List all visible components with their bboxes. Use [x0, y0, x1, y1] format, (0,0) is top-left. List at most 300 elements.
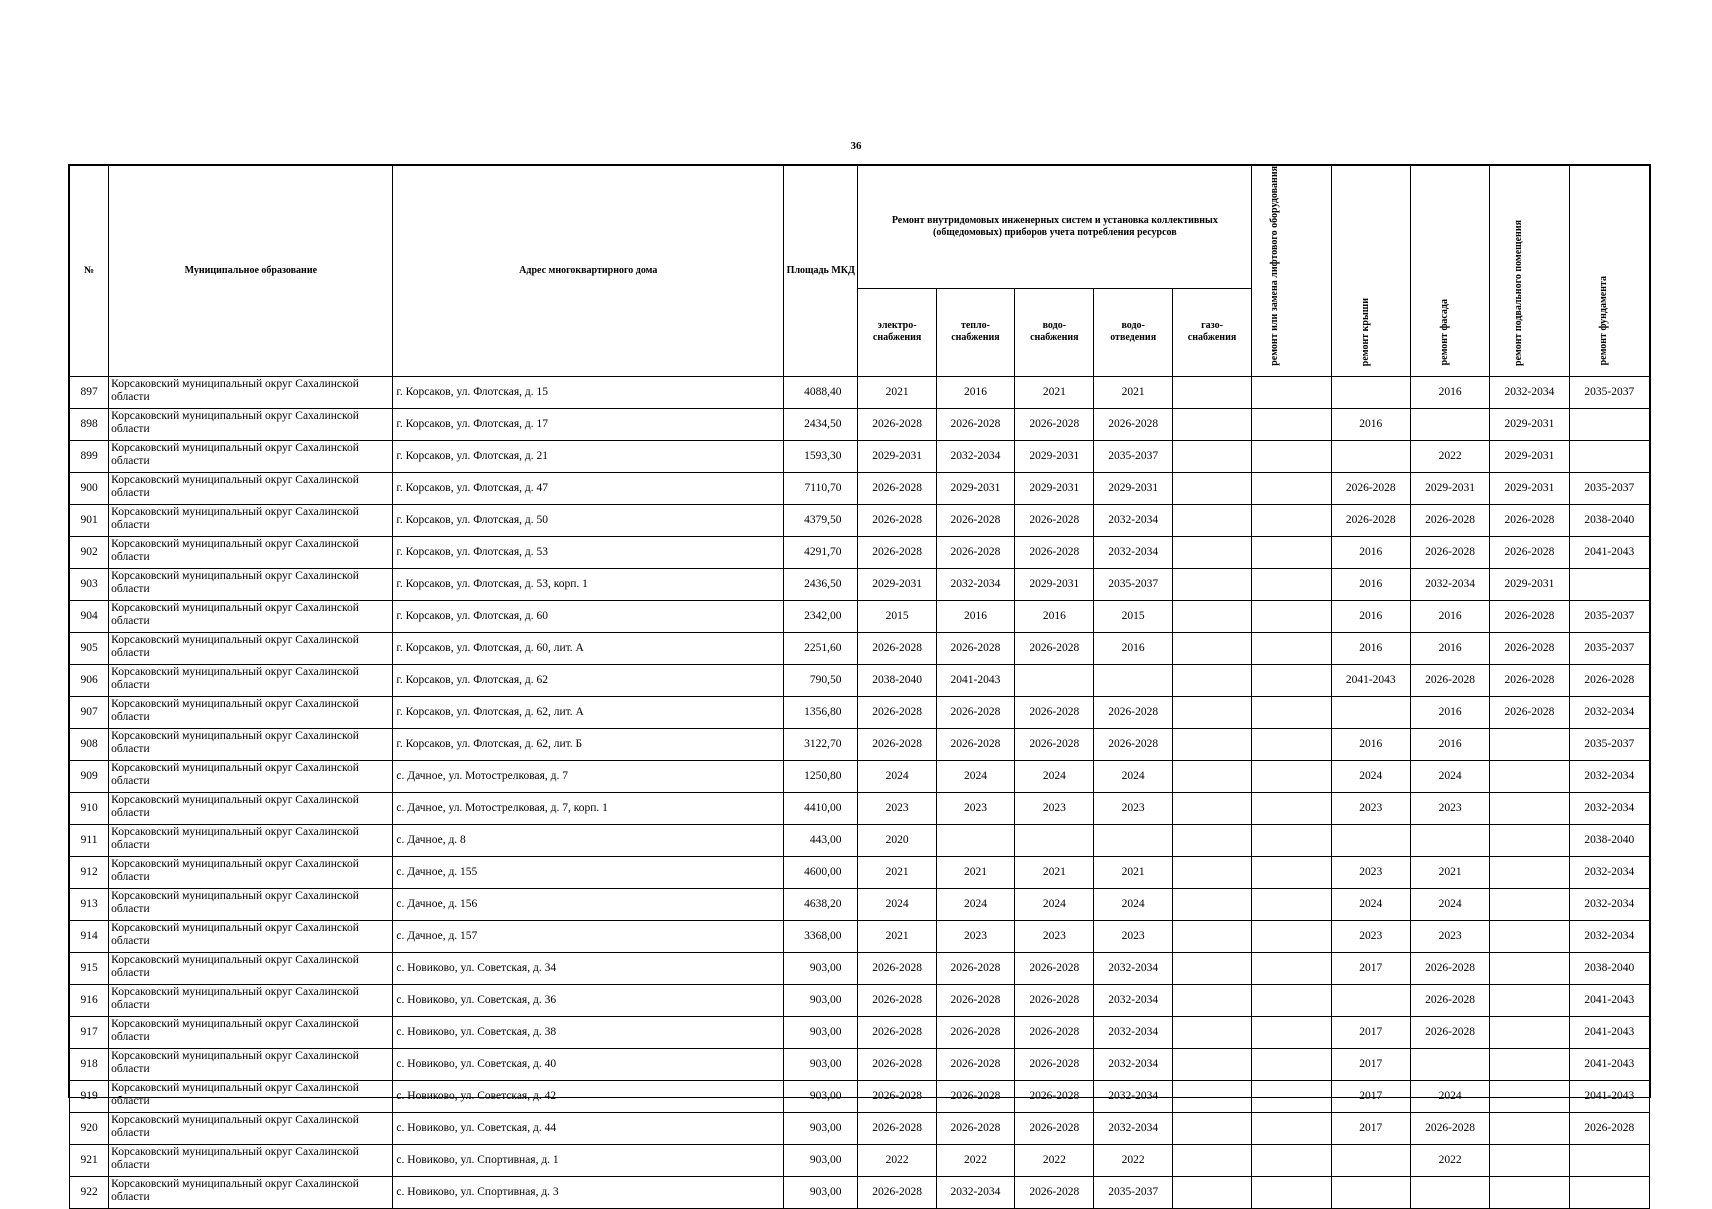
cell-electricity: 2023 [858, 792, 936, 824]
cell-municipality: Корсаковский муниципальный округ Сахалинской области [109, 600, 393, 632]
cell-heat: 2026-2028 [936, 632, 1014, 664]
cell-water: 2026-2028 [1015, 952, 1094, 984]
cell-municipality: Корсаковский муниципальный округ Сахалинской области [109, 408, 393, 440]
cell-roof [1331, 376, 1410, 408]
cell-roof: 2041-2043 [1331, 664, 1410, 696]
cell-area: 903,00 [784, 1144, 858, 1176]
cell-water: 2026-2028 [1015, 1112, 1094, 1144]
table-row [70, 1048, 1650, 1080]
cell-heat: 2026-2028 [936, 952, 1014, 984]
header-water: водо-снабжения [1015, 288, 1094, 376]
cell-water: 2021 [1015, 856, 1094, 888]
cell-water: 2029-2031 [1015, 472, 1094, 504]
cell-sewer: 2024 [1094, 888, 1172, 920]
cell-gas [1172, 1144, 1251, 1176]
cell-sewer: 2024 [1094, 760, 1172, 792]
cell-area: 4088,40 [784, 376, 858, 408]
cell-gas [1172, 472, 1251, 504]
cell-heat [936, 824, 1014, 856]
cell-roof: 2026-2028 [1331, 472, 1410, 504]
cell-basement: 2026-2028 [1490, 664, 1569, 696]
cell-basement: 2026-2028 [1490, 536, 1569, 568]
header-municipality: Муниципальное образование [109, 166, 393, 377]
cell-heat: 2026-2028 [936, 984, 1014, 1016]
cell-gas [1172, 504, 1251, 536]
cell-electricity: 2022 [858, 1144, 936, 1176]
cell-address: г. Корсаков, ул. Флотская, д. 47 [393, 472, 784, 504]
cell-heat: 2023 [936, 920, 1014, 952]
table-row [70, 600, 1650, 632]
cell-municipality: Корсаковский муниципальный округ Сахалинской области [109, 440, 393, 472]
cell-elevator [1252, 792, 1331, 824]
cell-sewer: 2035-2037 [1094, 1176, 1172, 1208]
table-row [70, 856, 1650, 888]
header-elevator [1252, 166, 1331, 377]
cell-electricity: 2026-2028 [858, 472, 936, 504]
cell-address: г. Корсаков, ул. Флотская, д. 62, лит. Б [393, 728, 784, 760]
cell-elevator [1252, 632, 1331, 664]
cell-foundation: 2035-2037 [1569, 632, 1649, 664]
cell-facade: 2023 [1410, 792, 1489, 824]
cell-area: 443,00 [784, 824, 858, 856]
cell-foundation [1569, 440, 1649, 472]
cell-municipality: Корсаковский муниципальный округ Сахалинской области [109, 664, 393, 696]
cell-electricity: 2029-2031 [858, 568, 936, 600]
cell-facade: 2026-2028 [1410, 664, 1489, 696]
cell-basement [1490, 792, 1569, 824]
cell-no: 912 [70, 856, 109, 888]
cell-sewer: 2032-2034 [1094, 504, 1172, 536]
cell-no: 909 [70, 760, 109, 792]
cell-no: 910 [70, 792, 109, 824]
cell-foundation: 2032-2034 [1569, 792, 1649, 824]
cell-basement: 2029-2031 [1490, 408, 1569, 440]
cell-roof: 2026-2028 [1331, 504, 1410, 536]
table-row [70, 1144, 1650, 1176]
table-row [70, 792, 1650, 824]
cell-foundation: 2032-2034 [1569, 920, 1649, 952]
cell-address: с. Дачное, д. 156 [393, 888, 784, 920]
cell-elevator [1252, 1144, 1331, 1176]
cell-gas [1172, 376, 1251, 408]
cell-basement [1490, 1048, 1569, 1080]
table-body [70, 376, 1650, 1208]
cell-water: 2026-2028 [1015, 1080, 1094, 1112]
cell-heat: 2026-2028 [936, 1112, 1014, 1144]
cell-elevator [1252, 1048, 1331, 1080]
cell-electricity: 2026-2028 [858, 504, 936, 536]
cell-water: 2026-2028 [1015, 1016, 1094, 1048]
cell-area: 4291,70 [784, 536, 858, 568]
cell-roof: 2023 [1331, 856, 1410, 888]
cell-area: 7110,70 [784, 472, 858, 504]
cell-roof: 2017 [1331, 1048, 1410, 1080]
header-sewer: водо-отведения [1094, 288, 1172, 376]
cell-municipality: Корсаковский муниципальный округ Сахалинской области [109, 696, 393, 728]
cell-sewer: 2023 [1094, 920, 1172, 952]
cell-foundation: 2035-2037 [1569, 376, 1649, 408]
cell-basement: 2029-2031 [1490, 568, 1569, 600]
cell-gas [1172, 536, 1251, 568]
cell-electricity: 2026-2028 [858, 984, 936, 1016]
cell-facade: 2026-2028 [1410, 504, 1489, 536]
table-row [70, 664, 1650, 696]
cell-address: г. Корсаков, ул. Флотская, д. 60, лит. А [393, 632, 784, 664]
cell-elevator [1252, 1016, 1331, 1048]
cell-address: г. Корсаков, ул. Флотская, д. 62, лит. А [393, 696, 784, 728]
header-foundation-label: ремонт фундамента [1598, 276, 1610, 366]
cell-heat: 2026-2028 [936, 536, 1014, 568]
cell-area: 2434,50 [784, 408, 858, 440]
cell-address: г. Корсаков, ул. Флотская, д. 53 [393, 536, 784, 568]
cell-electricity: 2038-2040 [858, 664, 936, 696]
cell-facade: 2016 [1410, 696, 1489, 728]
cell-facade: 2023 [1410, 920, 1489, 952]
cell-gas [1172, 632, 1251, 664]
cell-foundation: 2041-2043 [1569, 1080, 1649, 1112]
cell-area: 903,00 [784, 1176, 858, 1208]
cell-no: 915 [70, 952, 109, 984]
cell-sewer: 2032-2034 [1094, 952, 1172, 984]
cell-roof: 2017 [1331, 952, 1410, 984]
cell-area: 3122,70 [784, 728, 858, 760]
cell-foundation: 2032-2034 [1569, 696, 1649, 728]
cell-basement: 2026-2028 [1490, 504, 1569, 536]
header-roof-label: ремонт крыши [1359, 297, 1371, 366]
cell-elevator [1252, 568, 1331, 600]
cell-municipality: Корсаковский муниципальный округ Сахалинской области [109, 632, 393, 664]
cell-facade [1410, 1176, 1489, 1208]
cell-gas [1172, 696, 1251, 728]
cell-address: г. Корсаков, ул. Флотская, д. 60 [393, 600, 784, 632]
cell-gas [1172, 824, 1251, 856]
cell-address: с. Новиково, ул. Советская, д. 36 [393, 984, 784, 1016]
cell-heat: 2016 [936, 600, 1014, 632]
cell-elevator [1252, 856, 1331, 888]
cell-area: 903,00 [784, 1016, 858, 1048]
cell-foundation: 2026-2028 [1569, 1112, 1649, 1144]
cell-address: с. Новиково, ул. Спортивная, д. 3 [393, 1176, 784, 1208]
cell-area: 1593,30 [784, 440, 858, 472]
cell-basement [1490, 728, 1569, 760]
cell-heat: 2026-2028 [936, 728, 1014, 760]
table-row [70, 696, 1650, 728]
cell-basement [1490, 760, 1569, 792]
capital-repair-table [69, 165, 1650, 1209]
cell-water: 2029-2031 [1015, 568, 1094, 600]
cell-basement [1490, 984, 1569, 1016]
table-row [70, 1016, 1650, 1048]
cell-foundation [1569, 568, 1649, 600]
cell-sewer: 2022 [1094, 1144, 1172, 1176]
table-header [70, 166, 1650, 377]
cell-municipality: Корсаковский муниципальный округ Сахалинской области [109, 1112, 393, 1144]
cell-municipality: Корсаковский муниципальный округ Сахалинской области [109, 1016, 393, 1048]
cell-basement [1490, 888, 1569, 920]
cell-facade: 2016 [1410, 376, 1489, 408]
cell-area: 903,00 [784, 1080, 858, 1112]
cell-address: с. Новиково, ул. Советская, д. 40 [393, 1048, 784, 1080]
table-row [70, 952, 1650, 984]
header-facade [1410, 166, 1489, 377]
header-address: Адрес многоквартирного дома [393, 166, 784, 377]
cell-electricity: 2015 [858, 600, 936, 632]
cell-gas [1172, 1080, 1251, 1112]
cell-address: г. Корсаков, ул. Флотская, д. 15 [393, 376, 784, 408]
cell-municipality: Корсаковский муниципальный округ Сахалинской области [109, 856, 393, 888]
cell-facade: 2026-2028 [1410, 1016, 1489, 1048]
cell-municipality: Корсаковский муниципальный округ Сахалинской области [109, 1048, 393, 1080]
cell-address: с. Новиково, ул. Советская, д. 38 [393, 1016, 784, 1048]
cell-foundation: 2041-2043 [1569, 1048, 1649, 1080]
cell-basement: 2026-2028 [1490, 632, 1569, 664]
cell-no: 917 [70, 1016, 109, 1048]
cell-electricity: 2026-2028 [858, 1176, 936, 1208]
cell-basement: 2026-2028 [1490, 696, 1569, 728]
cell-sewer: 2035-2037 [1094, 440, 1172, 472]
cell-elevator [1252, 440, 1331, 472]
cell-foundation: 2035-2037 [1569, 728, 1649, 760]
cell-area: 4638,20 [784, 888, 858, 920]
cell-facade: 2022 [1410, 440, 1489, 472]
cell-roof: 2016 [1331, 728, 1410, 760]
cell-electricity: 2026-2028 [858, 1112, 936, 1144]
cell-area: 1250,80 [784, 760, 858, 792]
cell-basement [1490, 1144, 1569, 1176]
cell-municipality: Корсаковский муниципальный округ Сахалинской области [109, 536, 393, 568]
cell-roof: 2017 [1331, 1016, 1410, 1048]
cell-sewer: 2032-2034 [1094, 1112, 1172, 1144]
table-row [70, 440, 1650, 472]
cell-no: 905 [70, 632, 109, 664]
table-row [70, 632, 1650, 664]
cell-water: 2023 [1015, 920, 1094, 952]
cell-no: 907 [70, 696, 109, 728]
cell-no: 913 [70, 888, 109, 920]
cell-electricity: 2021 [858, 376, 936, 408]
cell-basement [1490, 856, 1569, 888]
table-row [70, 472, 1650, 504]
cell-gas [1172, 568, 1251, 600]
cell-sewer: 2026-2028 [1094, 696, 1172, 728]
cell-water: 2023 [1015, 792, 1094, 824]
cell-basement [1490, 824, 1569, 856]
cell-water: 2026-2028 [1015, 696, 1094, 728]
cell-gas [1172, 1176, 1251, 1208]
cell-roof: 2016 [1331, 632, 1410, 664]
cell-sewer: 2029-2031 [1094, 472, 1172, 504]
cell-water: 2026-2028 [1015, 408, 1094, 440]
cell-address: с. Дачное, ул. Мотострелковая, д. 7, корп. 1 [393, 792, 784, 824]
cell-electricity: 2026-2028 [858, 632, 936, 664]
table-row [70, 1112, 1650, 1144]
cell-no: 918 [70, 1048, 109, 1080]
cell-foundation: 2041-2043 [1569, 1016, 1649, 1048]
cell-municipality: Корсаковский муниципальный округ Сахалинской области [109, 888, 393, 920]
cell-facade [1410, 1048, 1489, 1080]
cell-sewer: 2032-2034 [1094, 1048, 1172, 1080]
cell-facade: 2026-2028 [1410, 952, 1489, 984]
cell-heat: 2026-2028 [936, 1080, 1014, 1112]
cell-foundation: 2032-2034 [1569, 856, 1649, 888]
header-no: № [70, 166, 109, 377]
cell-gas [1172, 1016, 1251, 1048]
cell-roof [1331, 440, 1410, 472]
header-basement-label: ремонт подвального помещения [1512, 219, 1524, 366]
cell-roof [1331, 984, 1410, 1016]
cell-gas [1172, 600, 1251, 632]
cell-roof: 2017 [1331, 1112, 1410, 1144]
cell-electricity: 2026-2028 [858, 1016, 936, 1048]
cell-heat: 2032-2034 [936, 1176, 1014, 1208]
cell-no: 900 [70, 472, 109, 504]
cell-water: 2029-2031 [1015, 440, 1094, 472]
header-electricity: электро-снабжения [858, 288, 936, 376]
cell-electricity: 2024 [858, 888, 936, 920]
cell-no: 901 [70, 504, 109, 536]
cell-heat: 2026-2028 [936, 1016, 1014, 1048]
cell-roof [1331, 1144, 1410, 1176]
cell-area: 2251,60 [784, 632, 858, 664]
cell-facade: 2022 [1410, 1144, 1489, 1176]
cell-address: г. Корсаков, ул. Флотская, д. 62 [393, 664, 784, 696]
cell-electricity: 2026-2028 [858, 1048, 936, 1080]
cell-roof: 2023 [1331, 792, 1410, 824]
cell-gas [1172, 856, 1251, 888]
cell-roof: 2016 [1331, 568, 1410, 600]
cell-address: с. Дачное, д. 155 [393, 856, 784, 888]
cell-gas [1172, 728, 1251, 760]
table-row [70, 888, 1650, 920]
cell-electricity: 2026-2028 [858, 696, 936, 728]
cell-gas [1172, 952, 1251, 984]
cell-facade: 2029-2031 [1410, 472, 1489, 504]
table-row [70, 728, 1650, 760]
cell-gas [1172, 440, 1251, 472]
cell-area: 3368,00 [784, 920, 858, 952]
cell-roof: 2024 [1331, 760, 1410, 792]
cell-no: 906 [70, 664, 109, 696]
cell-foundation: 2032-2034 [1569, 760, 1649, 792]
cell-area: 4600,00 [784, 856, 858, 888]
cell-facade [1410, 824, 1489, 856]
cell-gas [1172, 888, 1251, 920]
cell-roof: 2024 [1331, 888, 1410, 920]
cell-electricity: 2021 [858, 856, 936, 888]
cell-gas [1172, 760, 1251, 792]
table-row [70, 1176, 1650, 1208]
cell-sewer: 2026-2028 [1094, 408, 1172, 440]
table-row [70, 1080, 1650, 1112]
cell-elevator [1252, 824, 1331, 856]
cell-municipality: Корсаковский муниципальный округ Сахалинской области [109, 376, 393, 408]
cell-foundation [1569, 1144, 1649, 1176]
cell-elevator [1252, 920, 1331, 952]
cell-roof: 2023 [1331, 920, 1410, 952]
cell-facade: 2026-2028 [1410, 536, 1489, 568]
cell-area: 903,00 [784, 984, 858, 1016]
cell-water: 2026-2028 [1015, 1176, 1094, 1208]
header-roof [1331, 166, 1410, 377]
header-elevator-label: ремонт или замена лифтового оборудования [1269, 166, 1281, 366]
cell-water: 2026-2028 [1015, 984, 1094, 1016]
cell-foundation: 2026-2028 [1569, 664, 1649, 696]
cell-basement: 2026-2028 [1490, 600, 1569, 632]
cell-elevator [1252, 408, 1331, 440]
cell-no: 898 [70, 408, 109, 440]
cell-foundation: 2041-2043 [1569, 536, 1649, 568]
cell-facade [1410, 408, 1489, 440]
table-row [70, 536, 1650, 568]
cell-municipality: Корсаковский муниципальный округ Сахалинской области [109, 760, 393, 792]
cell-elevator [1252, 504, 1331, 536]
cell-municipality: Корсаковский муниципальный округ Сахалинской области [109, 728, 393, 760]
header-heat: тепло-снабжения [936, 288, 1014, 376]
cell-basement [1490, 1112, 1569, 1144]
cell-no: 908 [70, 728, 109, 760]
cell-foundation: 2032-2034 [1569, 888, 1649, 920]
table-row [70, 760, 1650, 792]
cell-area: 903,00 [784, 952, 858, 984]
cell-electricity: 2026-2028 [858, 536, 936, 568]
cell-facade: 2024 [1410, 888, 1489, 920]
cell-elevator [1252, 600, 1331, 632]
cell-roof [1331, 824, 1410, 856]
cell-gas [1172, 920, 1251, 952]
cell-heat: 2021 [936, 856, 1014, 888]
cell-sewer: 2016 [1094, 632, 1172, 664]
header-engineering-systems: Ремонт внутридомовых инженерных систем и установка коллективных (общедомовых) приборов учета потребления ресурсов [858, 166, 1252, 289]
cell-address: с. Новиково, ул. Советская, д. 44 [393, 1112, 784, 1144]
cell-elevator [1252, 888, 1331, 920]
cell-gas [1172, 1048, 1251, 1080]
cell-elevator [1252, 952, 1331, 984]
table-row [70, 568, 1650, 600]
cell-water: 2026-2028 [1015, 632, 1094, 664]
cell-area: 2342,00 [784, 600, 858, 632]
cell-facade: 2016 [1410, 632, 1489, 664]
cell-sewer: 2035-2037 [1094, 568, 1172, 600]
header-gas: газо-снабжения [1172, 288, 1251, 376]
cell-elevator [1252, 1176, 1331, 1208]
cell-heat: 2016 [936, 376, 1014, 408]
cell-heat: 2022 [936, 1144, 1014, 1176]
cell-facade: 2026-2028 [1410, 1112, 1489, 1144]
cell-water: 2026-2028 [1015, 504, 1094, 536]
cell-basement [1490, 952, 1569, 984]
cell-address: с. Дачное, ул. Мотострелковая, д. 7 [393, 760, 784, 792]
cell-municipality: Корсаковский муниципальный округ Сахалинской области [109, 824, 393, 856]
cell-foundation: 2035-2037 [1569, 600, 1649, 632]
header-foundation [1569, 166, 1649, 377]
cell-electricity: 2020 [858, 824, 936, 856]
cell-no: 919 [70, 1080, 109, 1112]
cell-water: 2024 [1015, 888, 1094, 920]
cell-sewer: 2032-2034 [1094, 984, 1172, 1016]
table-row [70, 408, 1650, 440]
cell-no: 902 [70, 536, 109, 568]
cell-sewer: 2032-2034 [1094, 536, 1172, 568]
cell-roof: 2016 [1331, 536, 1410, 568]
cell-no: 914 [70, 920, 109, 952]
table-row [70, 920, 1650, 952]
cell-area: 1356,80 [784, 696, 858, 728]
cell-heat: 2026-2028 [936, 504, 1014, 536]
cell-basement [1490, 1016, 1569, 1048]
table-row [70, 824, 1650, 856]
cell-elevator [1252, 728, 1331, 760]
cell-roof: 2016 [1331, 600, 1410, 632]
